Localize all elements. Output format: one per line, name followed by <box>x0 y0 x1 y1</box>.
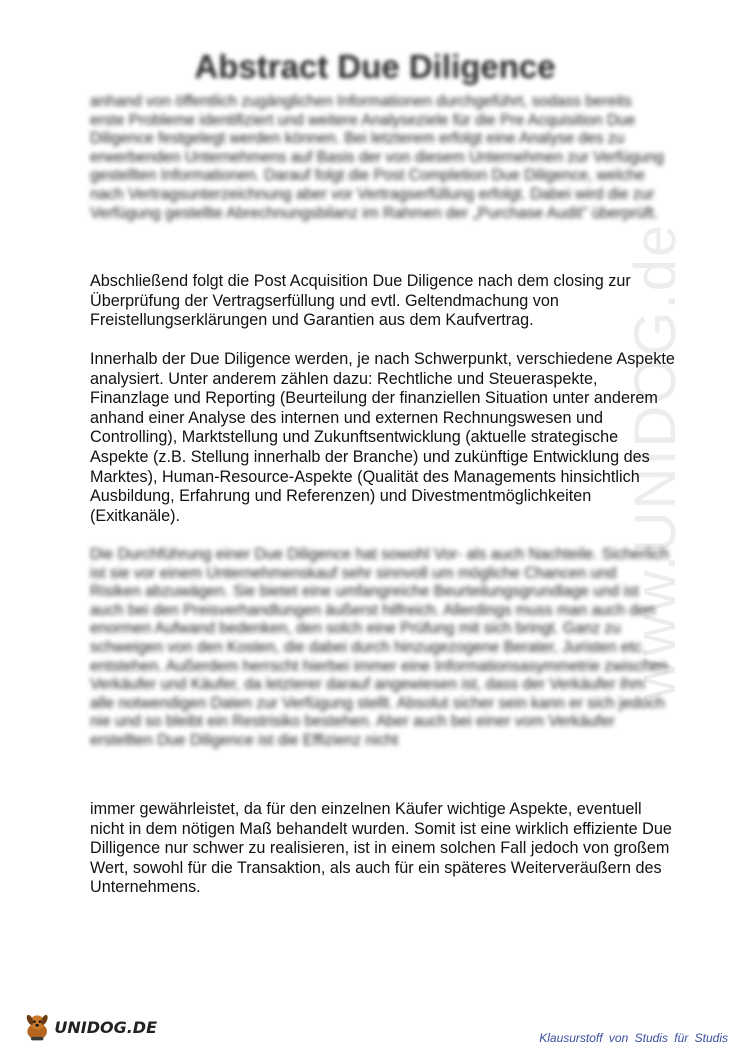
page-title: Abstract Due Diligence <box>194 48 556 85</box>
footer-tagline: Klausurstoff von Studis für Studis <box>539 1031 728 1045</box>
logo-text: UNIDOG.DE <box>54 1017 157 1037</box>
dog-icon <box>22 1010 52 1044</box>
paragraph-conclusion <box>90 800 680 898</box>
paragraph-text: Abschließend folgt die Post Acquisition Due Diligence nach dem closing zur Überprüfung der Vertragserfüllung und evtl. Geltendmachung von Freistellungserklärungen und Garantien aus dem Kaufvertrag. <box>90 272 631 330</box>
paragraph-aspects <box>90 350 680 526</box>
blurred-intro-text: anhand von öffentlich zugänglichen Informationen durchgeführt, sodass bereits erste Probleme identifiziert und weitere Analyseziele für die Pre Acquisition Due Diligence festgelegt werden können. Bei letzterem erfolgt eine Analyse des zu erwerbenden Unternehmens auf Basis der von diesem Unternehmen zur Verfügung gestellten Informationen. Darauf folgt die Post Completion Due Diligence, welche nach Vertragsunterzeichnung aber vor Vertragserfüllung erfolgt. Dabei wird die zur Verfügung gestellte Abrechnungsbilanz im Rahmen der „Purchase Audit" überprüft. <box>90 93 664 222</box>
paragraph-text: Innerhalb der Due Diligence werden, je nach Schwerpunkt, verschiedene Aspekte analysiert. Unter anderem zählen dazu: Rechtliche und Steueraspekte, Finanzlage und Reporting (Beurteilung der finanziellen Situation unter anderem anhand einer Analyse des internen und externen Rechnungswesen und Controlling), Marktstellung und Zukunftsentwicklung (aktuelle strategische Aspekte (z.B. Stellung innerhalb der Branche) und zukünftige Entwicklung des Marktes), Human-Resource-Aspekte (Qualität des Managements hinsichtlich Ausbildung, Erfahrung und Referenzen) und Divestmentmöglichkeiten (Exitkanäle). <box>90 350 675 525</box>
paragraph-post-acquisition <box>90 272 680 331</box>
paragraph-text: immer gewährleistet, da für den einzelnen Käufer wichtige Aspekte, eventuell nicht in dem nötigen Maß behandelt wurden. Somit ist eine wirklich effiziente Due Dilligence nur schwer zu realisieren, ist in einem solchen Fall jedoch von großem Wert, sowohl für die Transaktion, als auch für ein späteres Weiterveräußern des Unternehmens. <box>90 800 672 897</box>
unidog-logo <box>22 1007 157 1047</box>
watermark: www.UNIDOG.de <box>623 222 688 700</box>
blurred-middle-text: Die Durchführung einer Due Diligence hat sowohl Vor- als auch Nachteile. Sicherlich ist sie vor einem Unternehmenskauf sehr sinnvoll um mögliche Chancen und Risiken abzuwägen. Sie bietet eine umfangreiche Beurteilungsgrundlage und ist auch bei den Preisverhandlungen äußerst hilfreich. Allerdings muss man auch den enormen Aufwand bedenken, den solch eine Prüfung mit sich bringt. Ganz zu schweigen von den Kosten, die dabei durch hinzugezogene Berater, Juristen etc. entstehen. Außerdem herrscht hierbei immer eine Informationsasymmetrie zwischen Verkäufer und Käufer, da letzterer darauf angewiesen ist, dass der Verkäufer ihm alle notwendigen Daten zur Verfügung stellt. Absolut sicher sein kann er sich jedoch nie und so bleibt ein Restrisiko bestehen. Aber auch bei einer vom Verkäufer erstellten Due Diligence ist die Effizienz nicht <box>90 546 669 749</box>
